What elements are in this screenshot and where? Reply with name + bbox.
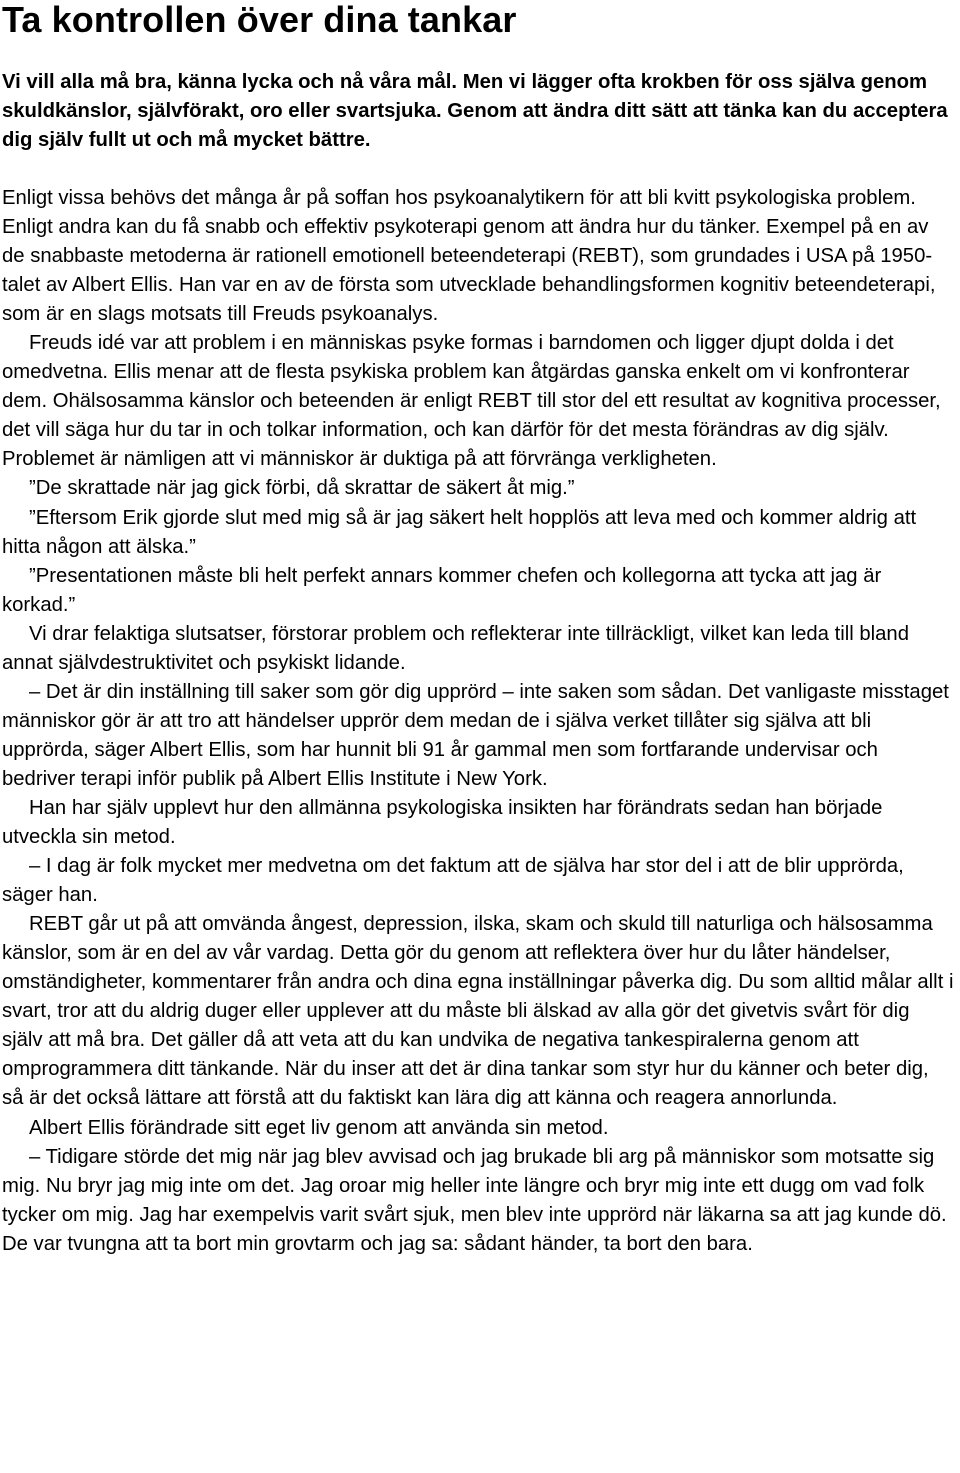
quote-paragraph: ”Presentationen måste bli helt perfekt annars kommer chefen och kollegorna att tycka att jag är korkad.” (2, 564, 882, 616)
body-paragraph: REBT går ut på att omvända ångest, depression, ilska, skam och skuld till naturliga och hälsosamma känslor, som är en del av vår vardag. Detta gör du genom att reflektera över hur du låter händelser, omständigheter, kommentarer från andra och dina egna inställningar påverka dig. Du som alltid målar allt i svart, tror att du aldrig duger eller upplever att du måste bli älskad av alla gör det givetvis svårt för dig själv att må bra. Det gäller då att veta att du kan undvika de negativa tankespiralerna genom att omprogrammera ditt tänkande. När du inser att det är dina tankar som styr hur du känner och beter dig, så är det också lättare att förstå att du faktiskt kan lära dig att känna och reagera annorlunda. (2, 913, 954, 1110)
body-paragraph: Freuds idé var att problem i en människas psyke formas i barndomen och ligger djupt dolda i det omedvetna. Ellis menar att de flesta psykiska problem kan åtgärdas ganska enkelt om vi konfronterar dem. Ohälsosamma känslor och beteenden är enligt REBT till stor del ett resultat av kognitiva processer, det vill säga hur du tar in och tolkar information, och kan därför för det mesta förändras av dig själv. Problemet är nämligen att vi människor är duktiga på att förvränga verkligheten. (2, 332, 941, 471)
quote-paragraph: ”Eftersom Erik gjorde slut med mig så är jag säkert helt hopplös att leva med och kommer aldrig att hitta någon att älska.” (2, 506, 917, 558)
body-paragraph: Albert Ellis förändrade sitt eget liv genom att använda sin metod. (29, 1116, 609, 1139)
article-title: Ta kontrollen över dina tankar (2, 0, 517, 40)
dialogue-paragraph: – Tidigare störde det mig när jag blev avvisad och jag brukade bli arg på människor som motsatte sig mig. Nu bryr jag mig inte om det. Jag oroar mig heller inte längre och bryr mig inte ett dugg om vad folk tycker om mig. Jag har exempelvis varit svårt sjuk, men blev inte upprörd när läkarna sa att jag kunde dö. De var tvungna att ta bort min grovtarm och jag sa: sådant händer, ta bort den bara. (2, 1145, 947, 1255)
article-body (2, 184, 954, 1259)
body-paragraph: Enligt vissa behövs det många år på soffan hos psykoanalytikern för att bli kvitt psykologiska problem. Enligt andra kan du få snabb och effektiv psykoterapi genom att ändra hur du tänker. Exempel på en av de snabbaste metoderna är rationell emotionell beteendeterapi (REBT), som grundades i USA på 1950-talet av Albert Ellis. Han var en av de första som utvecklade behandlingsformen kognitiv beteendeterapi, som är en slags motsats till Freuds psykoanalys. (2, 187, 936, 326)
quote-paragraph: ”De skrattade när jag gick förbi, då skrattar de säkert åt mig.” (29, 477, 575, 500)
dialogue-paragraph: – I dag är folk mycket mer medvetna om det faktum att de själva har stor del i att de blir upprörda, säger han. (2, 855, 904, 907)
body-paragraph: Vi drar felaktiga slutsatser, förstorar problem och reflekterar inte tillräckligt, vilket kan leda till bland annat självdestruktivitet och psykiskt lidande. (2, 622, 909, 674)
article-lead: Vi vill alla må bra, känna lycka och nå våra mål. Men vi lägger ofta krokben för oss själva genom skuldkänslor, självförakt, oro eller svartsjuka. Genom att ändra ditt sätt att tänka kan du acceptera dig själv fullt ut och må mycket bättre. (2, 71, 948, 151)
body-paragraph: Han har själv upplevt hur den allmänna psykologiska insikten har förändrats sedan han började utveckla sin metod. (2, 796, 883, 849)
dialogue-paragraph: – Det är din inställning till saker som gör dig upprörd – inte saken som sådan. Det vanligaste misstaget människor gör är att tro att händelser upprör dem medan de i själva verket tillåter sig själva att bli upprörda, säger Albert Ellis, som har hunnit bli 91 år gammal men som fortfarande undervisar och bedriver terapi inför publik på Albert Ellis Institute i New York. (2, 680, 949, 790)
